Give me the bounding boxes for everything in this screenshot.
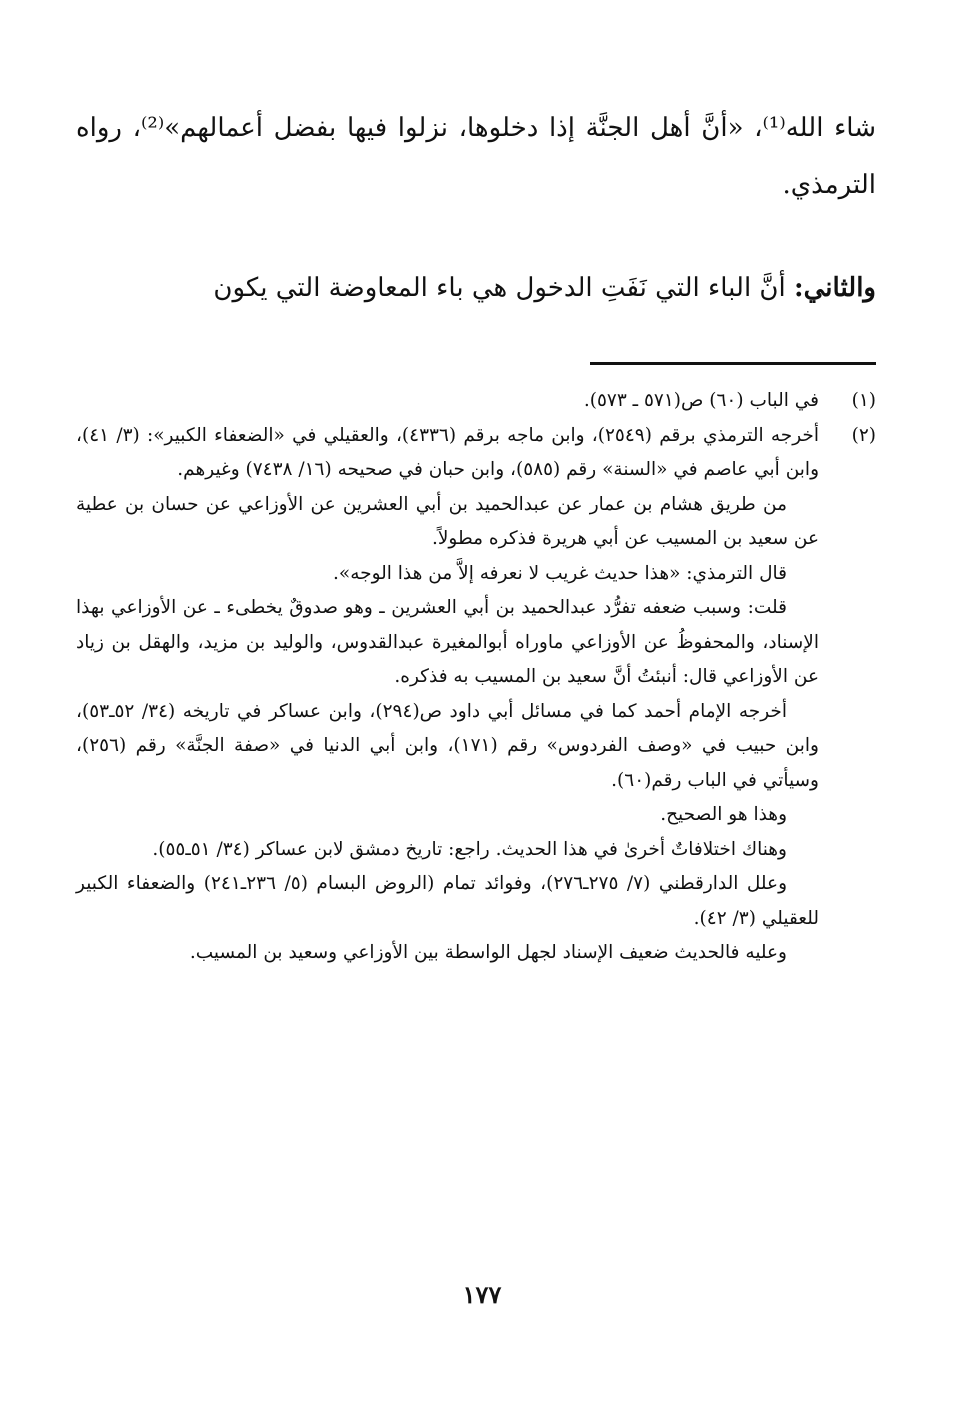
page-number: ١٧٧	[462, 1280, 502, 1309]
footnote-number: (٢)	[851, 424, 876, 446]
footnotes	[76, 384, 876, 971]
footnote-paragraph: أخرجه الإمام أحمد كما في مسائل أبي داود ص(٢٩٤)، وابن عساكر في تاريخه (٣٤/ ٥٢ـ٥٣)، وابن حبيب في «وصف الفردوس» رقم (١٧١)، وابن أبي الدنيا في «صفة الجنَّة» رقم (٢٥٦)، وسيأتي في الباب رقم(٦٠).	[76, 700, 819, 791]
footnote-paragraph: قلت: وسبب ضعفه تفرُّد عبدالحميد بن أبي العشرين ـ وهو صدوقٌ يخطىء ـ عن الأوزاعي بهذا الإسناد، والمحفوظُ عن الأوزاعي ماوراه أبوالمغيرة عبدالقدوس، والوليد بن مزيد، والهقل بن زياد عن الأوزاعي قال: أنبئتُ أنَّ سعيد بن المسيب به فذكره.	[76, 597, 819, 687]
footnote-1	[76, 384, 876, 419]
footnote-separator	[590, 362, 876, 365]
footnote-2	[76, 419, 876, 971]
footnote-paragraph: وعليه فالحديث ضعيف الإسناد لجهل الواسطة بين الأوزاعي وسعيد بن المسيب.	[189, 942, 787, 963]
footnote-number: (١)	[851, 390, 876, 411]
footnote-paragraph: وعلل الدارقطني (٧/ ٢٧٥ـ٢٧٦)، وفوائد تمام (الروض البسام (٥/ ٢٣٦ـ٢٤١) والضعفاء الكبير للعقيلي (٣/ ٤٢).	[76, 873, 819, 929]
footnote-paragraph: في الباب (٦٠) ص(٥٧١ ـ ٥٧٣).	[583, 390, 819, 411]
footnote-paragraph: من طريق هشام بن عمار عن عبدالحميد بن أبي العشرين عن الأوزاعي عن حسان بن عطية عن سعيد بن المسيب عن أبي هريرة فذكره مطولاً.	[76, 493, 819, 549]
footnote-paragraph: وهناك اختلافاتٌ أخرىٰ في هذا الحديث. راجع: تاريخ دمشق لابن عساكر (٣٤/ ٥١ـ٥٥).	[152, 838, 787, 860]
footnote-paragraph: أخرجه الترمذي برقم (٢٥٤٩)، وابن ماجه برقم (٤٣٣٦)، والعقيلي في «الضعفاء الكبير»: (٣/ ٤١)، وابن أبي عاصم في «السنة» رقم (٥٨٥)، وابن حبان في صحيحه (١٦/ ٧٤٣٨) وغيرهم.	[76, 424, 819, 480]
main-text	[76, 100, 876, 317]
main-paragraph-2-lead: والثاني:	[794, 273, 876, 303]
footnote-paragraph: قال الترمذي: «هذا حديث غريب لا نعرفه إلاَّ من هذا الوجه».	[333, 562, 787, 584]
main-paragraph-1: شاء الله⁽¹⁾، «أنَّ أهل الجنَّة إذا دخلوها، نزلوا فيها بفضل أعمالهم»⁽²⁾، رواه الترمذي.	[76, 113, 877, 200]
footnote-paragraph: وهذا هو الصحيح.	[660, 804, 787, 825]
paragraph-gap	[76, 214, 876, 260]
main-paragraph-2	[76, 260, 876, 317]
main-paragraph-2-text: أنَّ الباء التي نَفَتِ الدخول هي باء المعاوضة التي يكون	[213, 273, 786, 303]
